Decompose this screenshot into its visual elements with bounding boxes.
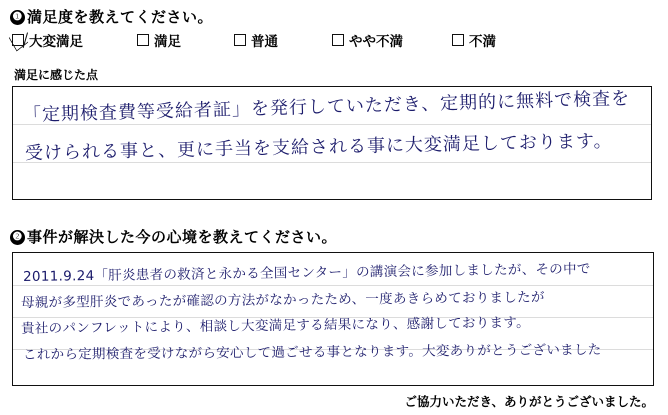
question1-number: ❶ (10, 10, 25, 25)
choice-option-4[interactable] (452, 30, 496, 50)
question1-choices (12, 30, 652, 52)
choice-label-4: 不満 (469, 34, 496, 49)
question2-text: 事件が解決した今の心境を教えてください。 (27, 229, 338, 246)
handwritten-line: 「定期検査費等受給者証」を発行していただき、定期的に無料で検査を (22, 88, 631, 126)
choice-option-1[interactable] (137, 30, 181, 50)
question1-text: 満足度を教えてください。 (27, 9, 214, 26)
choice-label-3: やや不満 (349, 34, 403, 49)
checkbox-icon[interactable] (234, 34, 246, 46)
ruled-line (13, 285, 653, 286)
question2-answer-box[interactable] (12, 252, 654, 386)
question2-number: ❷ (10, 230, 25, 245)
handwritten-line: 2011.9.24「肝炎患者の救済と永かる全国センター」の講演会に参加しましたが、その中で (22, 261, 591, 285)
question1-answer-box[interactable] (12, 86, 652, 200)
choice-option-2[interactable] (234, 30, 278, 50)
choice-option-3[interactable] (332, 30, 403, 50)
choice-label-2: 普通 (251, 34, 278, 49)
question1-sublabel: 満足に感じた点 (14, 68, 99, 82)
choice-option-0[interactable] (12, 30, 83, 50)
footer-thanks: ご協力いただき、ありがとうございました。 (404, 395, 654, 409)
handwritten-line: 受けられる事と、更に手当を支給される事に大変満足しております。 (24, 130, 613, 164)
checkbox-icon[interactable] (332, 34, 344, 46)
handwritten-line: 貴社のパンフレットにより、相談し大変満足する結果になり、感謝しております。 (20, 314, 530, 337)
checkbox-icon[interactable] (452, 34, 464, 46)
question2-heading (10, 226, 337, 247)
choice-label-1: 満足 (154, 34, 181, 49)
checkbox-icon[interactable] (137, 34, 149, 46)
handwritten-line: これから定期検査を受けながら安心して過ごせる事となります。大変ありがとうございました (22, 341, 602, 363)
question1-heading (10, 6, 213, 27)
checkbox-icon[interactable] (12, 34, 24, 46)
handwritten-line: 母親が多型肝炎であったが確認の方法がなかったため、一度あきらめておりましたが (20, 289, 545, 311)
choice-label-0: 大変満足 (29, 34, 83, 49)
